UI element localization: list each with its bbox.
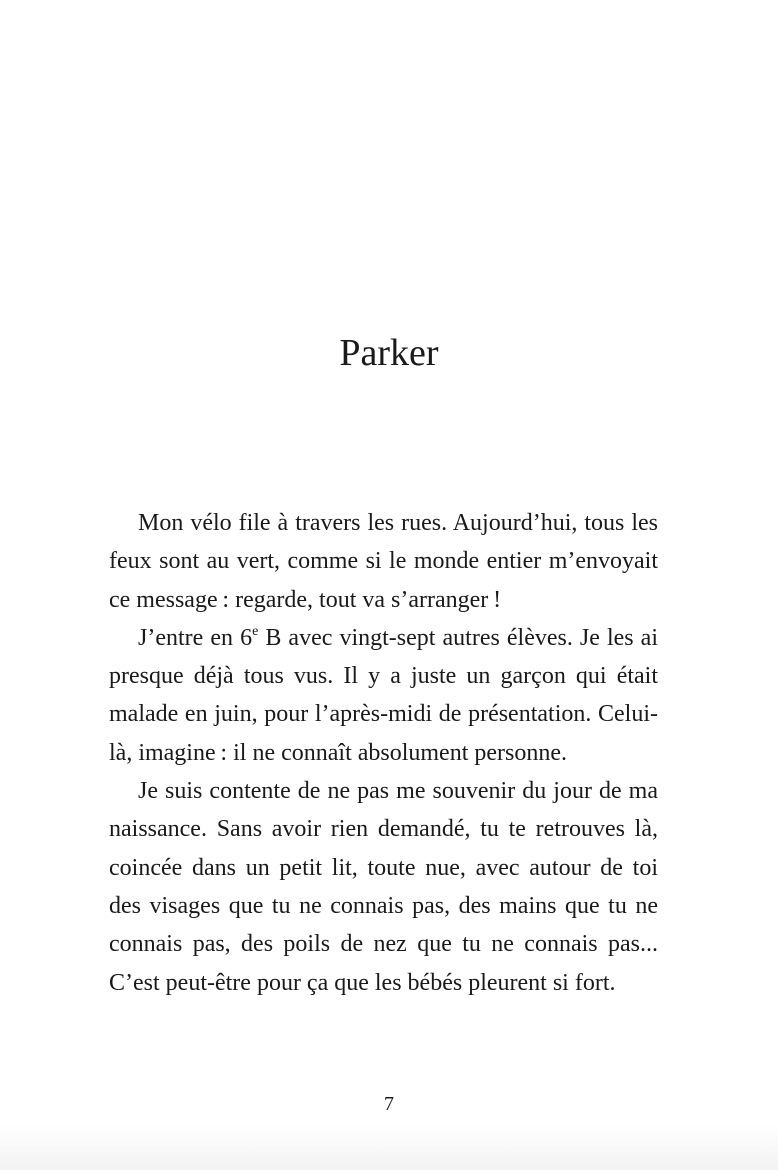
paragraph-2-rest: B avec vingt-sept autres élèves. Je les ai presque déjà tous vus. Il y a juste un garçon qui était malade en juin, pour l’après-midi de présentation. Celui-là, imagine : il ne connaît absolument personne. [109, 624, 658, 766]
paragraph-1: Mon vélo file à travers les rues. Aujourd’hui, tous les feux sont au vert, comme si le monde entier m’envoyait ce message : regarde, tout va s’arranger ! [109, 510, 658, 613]
paragraph-2-start: J’entre en 6 [138, 624, 253, 651]
chapter-body [109, 504, 658, 1002]
ordinal-superscript: e [252, 623, 259, 639]
paragraph-2 [109, 619, 658, 772]
paragraph-3: Je suis contente de ne pas me souvenir du jour de ma naissance. Sans avoir rien demandé, tu te retrouves là, coincée dans un petit lit, toute nue, avec autour de toi des visages que tu ne connais pas, des mains que tu ne connais pas, des poils de nez que tu ne connais pas... C’est peut-être pour ça que les bébés pleurent si fort. [109, 778, 658, 996]
page-number: 7 [384, 1093, 394, 1115]
chapter-title: Parker [339, 332, 439, 374]
